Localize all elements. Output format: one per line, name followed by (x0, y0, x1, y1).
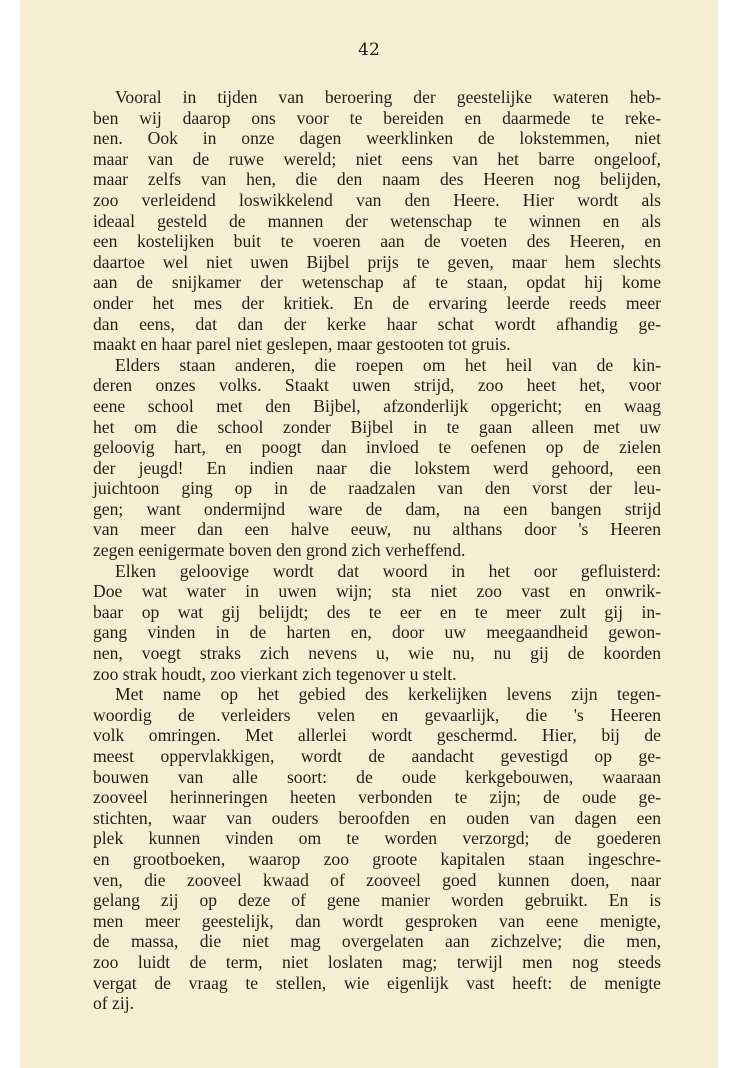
text-line: stichten, waar van ouders beroofden en ouden van dagen een (93, 807, 661, 828)
text-line: maakt en haar parel niet geslepen, maar gestooten tot gruis. (93, 334, 511, 355)
text-line: gang vinden in de harten en, door uw meegaandheid gewon- (93, 622, 661, 643)
text-line: daartoe wel niet uwen Bijbel prijs te geven, maar hem slechts (93, 251, 661, 272)
text-line: dan eens, dat dan der kerke haar schat wordt afhandig ge- (93, 313, 661, 334)
paragraph (93, 684, 661, 1014)
text-line: Met name op het gebied des kerkelijken levens zijn tegen- (115, 684, 661, 705)
text-line: der jeugd! En indien naar die lokstem werd gehoord, een (93, 457, 661, 478)
text-line: zooveel herinneringen heeten verbonden te zijn; de oude ge- (93, 787, 661, 808)
text-line: nen. Ook in onze dagen weerklinken de lokstemmen, niet (93, 128, 661, 149)
text-line: onder het mes der kritiek. En de ervaring leerde reeds meer (93, 292, 661, 313)
text-line: een kostelijken buit te voeren aan de voeten des Heeren, en (93, 231, 661, 252)
text-line: maar van de ruwe wereld; niet eens van het barre ongeloof, (93, 148, 661, 169)
body-text (93, 87, 661, 1014)
text-line: Elders staan anderen, die roepen om het heil van de kin- (115, 354, 661, 375)
text-line: nen, voegt straks zich nevens u, wie nu, nu gij de koorden (93, 643, 661, 664)
text-line: maar zelfs van hen, die den naam des Heeren nog belijden, (93, 169, 661, 190)
text-line: aan de snijkamer der wetenschap af te staan, opdat hij kome (93, 272, 661, 293)
text-line: zoo strak houdt, zoo vierkant zich tegenover u stelt. (93, 663, 457, 684)
text-line: Elken geloovige wordt dat woord in het oor gefluisterd: (115, 560, 661, 581)
text-line: woordig de verleiders velen en gevaarlijk, die 's Heeren (93, 704, 661, 725)
paragraph (93, 87, 661, 355)
text-line: juichtoon ging op in de raadzalen van den vorst der leu- (93, 478, 661, 499)
text-line: eene school met den Bijbel, afzonderlijk opgericht; en waag (93, 395, 661, 416)
text-line: volk omringen. Met allerlei wordt geschermd. Hier, bij de (93, 725, 661, 746)
text-line: ideaal gesteld de mannen der wetenschap te winnen en als (93, 210, 661, 231)
text-line: plek kunnen vinden om te worden verzorgd; de goederen (93, 828, 661, 849)
text-line: van meer dan een halve eeuw, nu althans door 's Heeren (93, 519, 661, 540)
text-line: de massa, die niet mag overgelaten aan zichzelve; die men, (93, 931, 661, 952)
paragraph (93, 561, 661, 685)
text-line: ven, die zooveel kwaad of zooveel goed kunnen doen, naar (93, 869, 661, 890)
text-line: meest oppervlakkigen, wordt de aandacht gevestigd op ge- (93, 746, 661, 766)
text-line: zoo luidt de term, niet loslaten mag; terwijl men nog steeds (93, 951, 661, 972)
text-line: men meer geestelijk, dan wordt gesproken van eene menigte, (93, 910, 661, 931)
text-line: Doe wat water in uwen wijn; sta niet zoo vast en onwrik- (93, 581, 661, 602)
text-line: ben wij daarop ons voor te bereiden en daarmede te reke- (93, 107, 661, 128)
text-line: of zij. (93, 993, 135, 1014)
text-line: gelang zij op deze of gene manier worden gebruikt. En is (93, 890, 661, 911)
text-line: het om die school zonder Bijbel in te gaan alleen met uw (93, 416, 661, 437)
text-line: deren onzes volks. Staakt uwen strijd, zoo heet het, voor (93, 375, 661, 396)
text-line: Vooral in tijden van beroering der geestelijke wateren heb- (115, 87, 661, 107)
text-line: en grootboeken, waarop zoo groote kapitalen staan ingeschre- (93, 848, 661, 869)
text-line: zoo verleidend loswikkelend van den Heere. Hier wordt als (93, 189, 661, 210)
paragraph (93, 355, 661, 561)
text-line: bouwen van alle soort: de oude kerkgebouwen, waaraan (93, 766, 661, 787)
text-line: baar op wat gij belijdt; des te eer en te meer zult gij in- (93, 601, 661, 622)
text-line: zegen eenigermate boven den grond zich verheffend. (93, 540, 466, 561)
book-page (20, 0, 718, 1068)
page-number: 42 (358, 40, 380, 60)
text-line: gen; want ondermijnd ware de dam, na een bangen strijd (93, 498, 661, 519)
text-line: vergat de vraag te stellen, wie eigenlijk vast heeft: de menigte (93, 972, 661, 993)
text-line: geloovig hart, en poogt dan invloed te oefenen op de zielen (93, 437, 661, 458)
